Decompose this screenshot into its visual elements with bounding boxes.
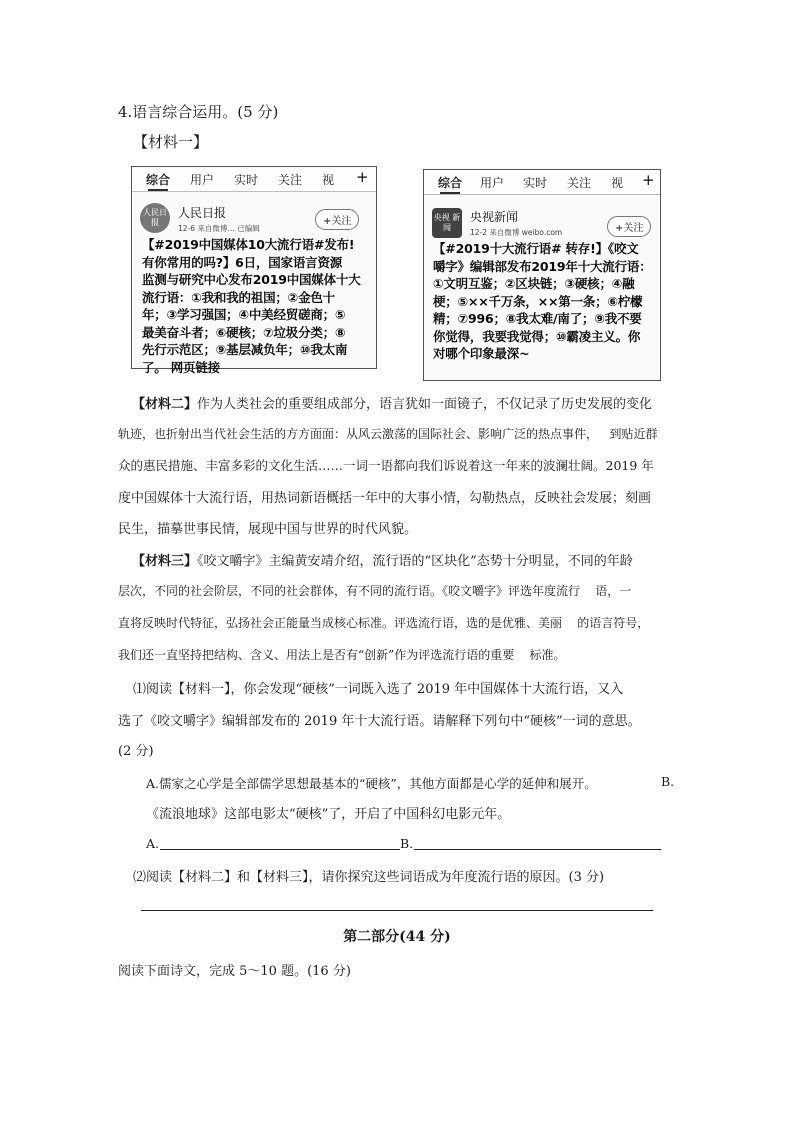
part-2-heading: 第二部分(44 分) [343, 929, 451, 945]
answer-b-blank [414, 849, 661, 850]
post-line: ①文明互鉴；②区块链；③硬核；④融 [433, 276, 635, 291]
material-2-line: 轨迹，也折射出当代社会生活的方方面面：从风云激荡的国际社会、影响广泛的热点事件， 到贴近群 [118, 427, 658, 441]
post-line: 有你常用的吗?】6日，国家语言资源 [142, 254, 343, 270]
post-line: 嚼字》编辑部发布2019年十大流行语： [433, 258, 652, 274]
material-3-label: 【材料三】 [132, 554, 198, 569]
avatar: 人民日报 [140, 203, 170, 233]
post-line: 梗；⑤××千万条，××第一条；⑥柠檬 [433, 293, 643, 309]
material-2-line: 度中国媒体十大流行语，用热词新语概括一年中的大事小情，勾勒热点，反映社会发展；刻画 [118, 491, 652, 506]
weibo-tabs [424, 170, 660, 195]
material-3-line: 我们还一直坚持把结构、含义、用法上是否有“创新”作为评选流行语的重要 标准。 [118, 648, 566, 662]
sub-question-1-line: 选了《咬文嚼字》编辑部发布的 2019 年十大流行语。请解释下列句中“硬核”一词的意思。 [118, 714, 641, 729]
sub-question-2: ⑵阅读【材料二】和【材料三】，请你探究这些词语成为年度流行语的原因。(3 分) [133, 870, 605, 885]
material-1-label: 【材料一】 [133, 133, 209, 151]
post-line: 流行语：①我和我的祖国；②金色十 [142, 289, 335, 305]
material-2-line: 民生，描摹世事民情，展现中国与世界的时代风貌。 [118, 522, 418, 537]
avatar: 央视 新闻 [432, 208, 462, 238]
weibo-screenshot-cctv-news [423, 169, 661, 381]
post-text [433, 240, 652, 363]
material-2-line [118, 393, 652, 412]
material-3-line [118, 550, 633, 569]
tab-comprehensive: 综合 [438, 176, 463, 190]
follow-button: +关注 [315, 209, 359, 230]
plus-icon: + [356, 168, 369, 186]
post-line: 精；⑦996；⑧我太难/南了；⑨我不要 [433, 311, 642, 326]
post-line: 你觉得，我要我觉得；⑩霸凌主义。你 [433, 328, 641, 344]
tab-comprehensive: 综合 [146, 173, 171, 187]
answer-b-label: B. [400, 836, 414, 851]
tab-video: 视 [322, 173, 335, 187]
follow-button: +关注 [607, 216, 651, 237]
plus-icon: + [642, 171, 655, 189]
option-b-sentence: 《流浪地球》这部电影太“硬核”了，开启了中国科幻电影元年。 [146, 807, 511, 822]
material-2-label: 【材料二】 [132, 397, 198, 412]
post-meta: 12-2 来自微博 weibo.com [470, 228, 563, 237]
tab-realtime: 实时 [523, 176, 548, 190]
sub-question-1-line: ⑴阅读【材料一】，你会发现“硬核”一词既入选了 2019 年中国媒体十大流行语，又入 [133, 682, 624, 697]
post-line: 【#2019十大流行语# 转存!】《咬文 [433, 241, 639, 256]
option-a-sentence: A.儒家之心学是全部儒学思想最基本的“硬核”，其他方面都是心学的延伸和展开。 [146, 776, 597, 791]
post-line: 先行示范区；⑨基层减负年；⑩我太南 [142, 342, 348, 357]
account-name: 央视新闻 [470, 210, 519, 224]
material-3-text: 《咬文嚼字》主编黄安靖介绍，流行语的“区块化”态势十分明显，不同的年龄 [197, 554, 633, 569]
option-b-label: B. [661, 774, 675, 789]
post-line: 对哪个印象最深~ [433, 346, 530, 361]
material-3-line: 直将反映时代特征，弘扬社会正能量当成核心标准。评选流行语，选的是优雅、美丽 的语言符号， [118, 616, 650, 630]
tab-users: 用户 [190, 173, 215, 187]
sub-question-1-score: (2 分) [118, 744, 154, 759]
weibo-tabs [132, 167, 376, 192]
post-line: 【#2019中国媒体10大流行语#发布! [142, 237, 355, 252]
post-line: 年；③学习强国；④中美经贸磋商；⑤ [142, 307, 346, 322]
account-name: 人民日报 [178, 206, 227, 220]
material-2-text: 作为人类社会的重要组成部分，语言犹如一面镜子，不仅记录了历史发展的变化 [197, 397, 653, 412]
post-line: 了。 网页链接 [142, 359, 220, 375]
post-meta: 12-6 来自微博… 已编辑 [178, 224, 260, 233]
tab-realtime: 实时 [234, 173, 259, 187]
answer-a-blank [160, 849, 400, 850]
tab-following: 关注 [278, 173, 303, 187]
post-line: 监测与研究中心发布2019中国媒体十大 [142, 272, 361, 287]
sub-question-2-answer-line [141, 910, 653, 911]
post-line: 最美奋斗者；⑥硬核；⑦垃圾分类；⑧ [142, 324, 346, 340]
post-text [142, 236, 361, 376]
question-title: 4.语言综合运用。(5 分) [118, 103, 279, 121]
part-2-instruction: 阅读下面诗文，完成 5～10 题。(16 分) [118, 964, 351, 979]
material-2-line: 众的惠民措施、丰富多彩的文化生活……一词一语都向我们诉说着这一年来的波澜壮阔。2019 年 [118, 458, 654, 473]
tab-following: 关注 [567, 176, 592, 190]
answer-a-label: A. [146, 836, 160, 851]
tab-video: 视 [611, 176, 624, 190]
weibo-screenshot-people-daily [131, 166, 377, 375]
material-3-line: 层次，不同的社会阶层，不同的社会群体，有不同的流行语。《咬文嚼字》评选年度流行 语，一 [118, 584, 632, 598]
tab-users: 用户 [480, 176, 505, 190]
